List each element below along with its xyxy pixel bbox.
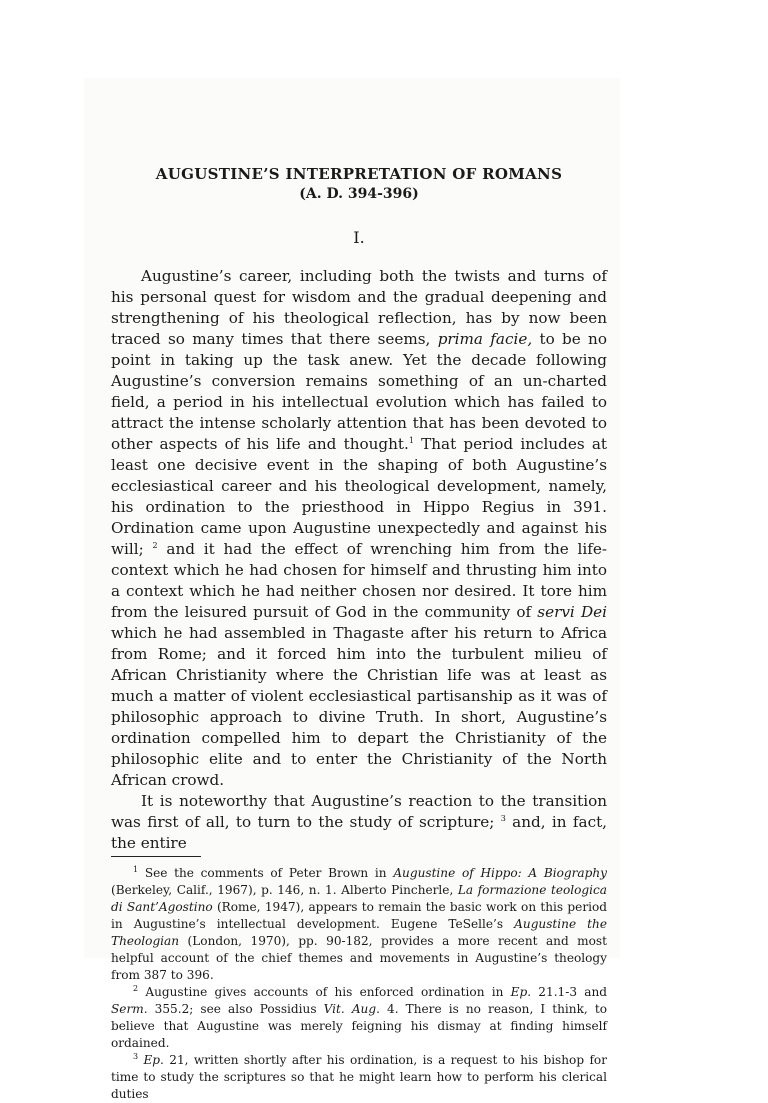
text-run: Augustine gives accounts of his enforced ordination in [138, 985, 511, 999]
citation-abbrev: Vit. Aug. [323, 1002, 380, 1016]
footnote-marker: 2 [133, 983, 139, 993]
text-run: 355.2; see also Possidius [147, 1002, 324, 1016]
latin-phrase: prima facie, [437, 330, 533, 348]
body-paragraph-2 [111, 791, 607, 854]
text-run: 4. There is no reason, I think, to believe that Augustine was merely feigning his dismay at finding himself ordained. [111, 1002, 607, 1050]
article-date-range: (A. D. 394-396) [299, 186, 419, 202]
text-run: (London, 1970), pp. 90-182, provides a more recent and most helpful account of the chief themes and movements in Augustine’s theology from 387 to 396. [111, 934, 607, 982]
text-run: to be no point in taking up the task anew. Yet the decade following Augustine’s conversion remains something of an un-charted field, a period in his intellectual evolution which has failed to attract the intense scholarly attention that has been devoted to other aspects of his life and thought. [111, 330, 607, 453]
book-title: La formazione teologica di Sant’Agostino [111, 883, 607, 914]
footnote-2 [111, 984, 607, 1052]
text-run: 21, written shortly after his ordination, is a request to his bishop for time to study the scriptures so that he might learn how to perform his clerical duties [111, 1053, 607, 1101]
book-title: Augustine of Hippo: A Biography [393, 866, 607, 880]
citation-abbrev: Serm. [111, 1002, 148, 1016]
book-title: Augustine the Theologian [111, 917, 607, 948]
footnote-1 [111, 865, 607, 984]
latin-phrase: servi Dei [537, 603, 607, 621]
footnote-rule [111, 856, 201, 857]
citation-abbrev: Ep. [143, 1053, 164, 1067]
text-run: That period includes at least one decisive event in the shaping of both Augustine’s ecclesiastical career and his theological development, namely, his ordination to the priesthood in Hippo Regius in 391. Ordination came upon Augustine unexpectedly and against his will; [111, 435, 607, 558]
document-page [84, 78, 620, 1101]
footnote-marker: 3 [133, 1051, 139, 1061]
text-run: (Berkeley, Calif., 1967), p. 146, n. 1. Alberto Pincherle, [111, 883, 458, 897]
section-number: I. [353, 228, 365, 247]
text-run: Augustine’s career, including both the twists and turns of his personal quest for wisdom and the gradual deepening and strengthening of his theological reflection, has by now been traced so many times that there seems, [111, 267, 607, 348]
text-run: which he had assembled in Thagaste after his return to Africa from Rome; and it forced him into the turbulent milieu of African Christianity where the Christian life was at least as much a matter of violent ecclesiastical partisanship as it was of philosophic approach to divine Truth. In short, Augustine’s ordination compelled him to depart the Christianity of the philosophic elite and to enter the Christianity of the North African crowd. [111, 624, 607, 789]
page-content [111, 164, 607, 1103]
footnote-ref-2[interactable]: 2 [152, 540, 158, 550]
text-run: and it had the effect of wrenching him from the life-context which he had chosen for himself and thrusting him into a context which he had neither chosen nor desired. It tore him from the leisured pursuit of God in the community of [111, 540, 607, 621]
text-run: It is noteworthy that Augustine’s reaction to the transition was first of all, to turn to the study of scripture; [111, 792, 607, 831]
footnote-ref-1[interactable]: 1 [408, 435, 414, 445]
text-run: See the comments of Peter Brown in [138, 866, 394, 880]
article-title: AUGUSTINE’S INTERPRETATION OF ROMANS [155, 165, 563, 183]
citation-abbrev: Ep. [510, 985, 532, 999]
footnote-3 [111, 1052, 607, 1103]
text-run: (Rome, 1947), appears to remain the basic work on this period in Augustine’s intellectual development. Eugene TeSelle’s [111, 900, 608, 931]
footnote-marker: 1 [133, 864, 139, 874]
text-run: and, in fact, the entire [111, 813, 608, 852]
footnotes [111, 865, 607, 1103]
text-run: 21.1-3 and [531, 985, 608, 999]
body-text [111, 266, 607, 854]
footnote-ref-3[interactable]: 3 [500, 813, 506, 823]
body-paragraph-1 [111, 266, 607, 791]
